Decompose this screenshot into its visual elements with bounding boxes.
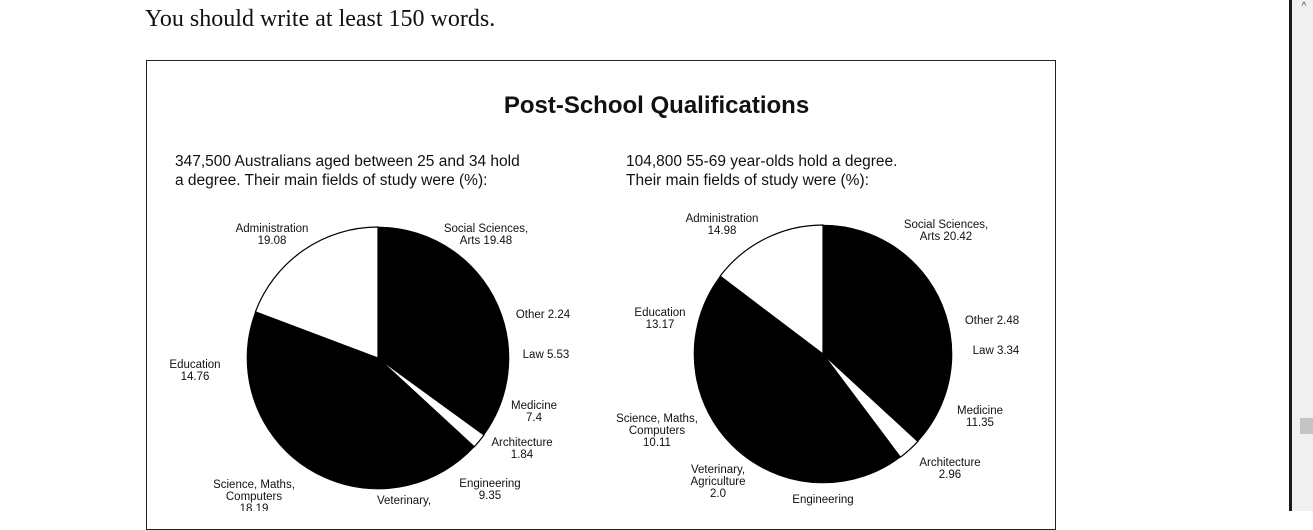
slice-label bbox=[904, 219, 988, 243]
right-description-line: 104,800 55-69 year-olds hold a degree. bbox=[626, 153, 898, 170]
slice-label-line: Education bbox=[634, 307, 686, 319]
instruction-text: You should write at least 150 words. bbox=[145, 6, 496, 32]
slice-label-line: Engineering bbox=[459, 478, 521, 490]
slice-label-line: Science, Maths, bbox=[616, 413, 698, 425]
left-description-line: a degree. Their main fields of study were (%): bbox=[175, 172, 488, 189]
slice-label-line: Veterinary, bbox=[690, 464, 746, 476]
slice-label-line: Law 3.34 bbox=[972, 345, 1020, 357]
slice-label bbox=[516, 309, 571, 321]
slice-label-line: Science, Maths, bbox=[213, 479, 295, 491]
slice-label bbox=[523, 349, 570, 361]
slice-label-line: Arts 20.42 bbox=[919, 231, 973, 243]
slice-label-line: 2.0 bbox=[710, 488, 726, 500]
chart-title: Post-School Qualifications bbox=[503, 92, 810, 119]
slice-label-line: 7.4 bbox=[526, 412, 542, 424]
slice-label-line: 13.17 bbox=[645, 319, 675, 331]
scroll-up-arrow-icon[interactable]: ^ bbox=[1301, 1, 1307, 12]
slice-label-line: Medicine bbox=[956, 405, 1004, 417]
slice-label-line: Architecture bbox=[491, 437, 553, 449]
slice-label bbox=[511, 400, 557, 424]
slice-label bbox=[236, 223, 309, 247]
slice-label-line: 9.35 bbox=[478, 490, 502, 502]
slice-label-line: Administration bbox=[235, 223, 309, 235]
slice-label-line: Computers bbox=[225, 491, 283, 503]
slice-label bbox=[792, 494, 853, 506]
slice-label-line: Social Sciences, bbox=[443, 223, 529, 235]
slice-label-line: Veterinary, bbox=[376, 495, 432, 507]
slice-label-line: 14.76 bbox=[180, 371, 210, 383]
slice-label-line: Other 2.48 bbox=[964, 315, 1020, 327]
slice-label bbox=[686, 213, 759, 237]
slice-label bbox=[965, 315, 1019, 327]
slice-label bbox=[973, 345, 1020, 357]
slice-label bbox=[169, 359, 220, 383]
slice-label-line: 18.19 bbox=[239, 503, 269, 511]
slice-label-line: 11.35 bbox=[966, 417, 994, 429]
slice-label bbox=[491, 437, 552, 461]
slice-label-line: 2.96 bbox=[938, 469, 962, 481]
slice-label-line: Agriculture bbox=[690, 476, 746, 488]
slice-label-line: Other 2.24 bbox=[515, 309, 571, 321]
slice-label-line: Arts 19.48 bbox=[459, 235, 513, 247]
left-description-line: 347,500 Australians aged between 25 and 34 hold bbox=[175, 153, 520, 170]
slice-label-line: Social Sciences, bbox=[903, 219, 989, 231]
slice-label bbox=[377, 495, 431, 507]
slice-label-line: 10.11 bbox=[643, 437, 671, 449]
slice-label bbox=[616, 413, 698, 449]
slice-label-line: Education bbox=[169, 359, 221, 371]
slice-label-line: Architecture bbox=[919, 457, 981, 469]
scrollbar-thumb[interactable] bbox=[1300, 418, 1313, 434]
left-pie-chart bbox=[247, 227, 509, 489]
slice-label-line: Computers bbox=[628, 425, 686, 437]
slice-label bbox=[919, 457, 980, 481]
slice-label-line: Administration bbox=[685, 213, 759, 225]
slice-label bbox=[634, 307, 685, 331]
slice-label bbox=[691, 464, 746, 500]
slice-label bbox=[459, 478, 520, 502]
slice-label-line: 14.98 bbox=[707, 225, 737, 237]
slice-label bbox=[957, 405, 1003, 429]
slice-label-line: 19.08 bbox=[257, 235, 287, 247]
slice-label-line: Law 5.53 bbox=[522, 349, 570, 361]
slice-label bbox=[444, 223, 528, 247]
right-description-line: Their main fields of study were (%): bbox=[626, 172, 869, 189]
slice-label-line: Engineering bbox=[792, 494, 854, 506]
slice-label bbox=[213, 479, 295, 511]
slice-label-line: Medicine bbox=[510, 400, 558, 412]
slice-label-line: 1.84 bbox=[510, 449, 534, 461]
right-pie-chart bbox=[694, 225, 952, 483]
vertical-scrollbar[interactable] bbox=[1289, 0, 1313, 511]
